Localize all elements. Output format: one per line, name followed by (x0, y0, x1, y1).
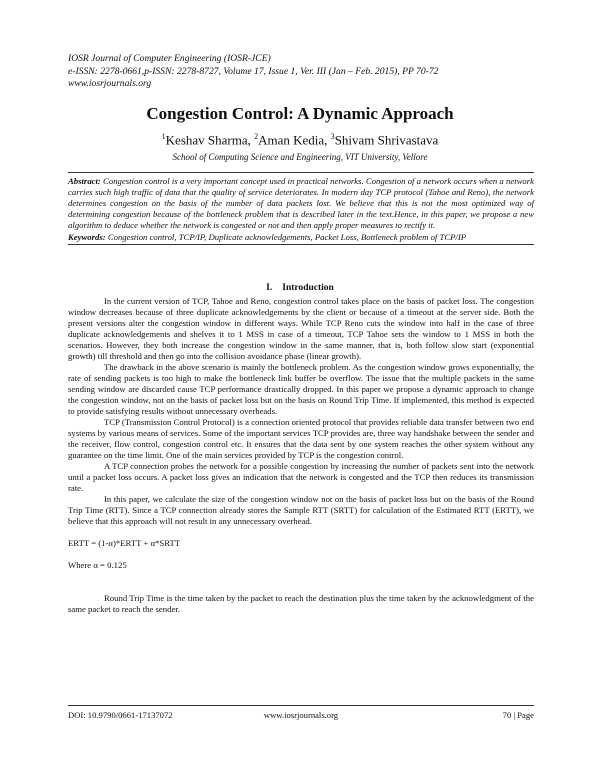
section-heading (0, 283, 600, 293)
journal-site: www.iosrjournals.org (68, 78, 152, 90)
paper-title: Congestion Control: A Dynamic Approach (146, 104, 454, 123)
section-title: Introduction (282, 283, 334, 293)
paragraph-2: The drawback in the above scenario is mainly the bottleneck problem. As the congestion window grows exponentially, the rate of sending packets is too high to make the bottleneck link buffer be overflow. The issue that the multiple packets in the same sending window are discarded cause TCP performance drastically dropped. In this paper we propose a dynamic approach to change the congestion window, not on the basis of packet loss but on the basis on Round Trip Time. If implemented, this method is expected to provide satisfying results without unnecessary overheads. (68, 362, 534, 416)
keywords-label: Keywords: (68, 231, 106, 242)
abstract-label: Abstract: (68, 176, 101, 186)
ertt-formula: ERTT = (1-α)*ERTT + α*SRTT (68, 538, 181, 548)
journal-name: IOSR Journal of Computer Engineering (IOSR-JCE) (68, 53, 271, 64)
footer-site: www.iosrjournals.org (263, 710, 339, 720)
author-3-sup: 3 (330, 132, 335, 141)
footer-doi: DOI: 10.9790/0661-17137072 (68, 710, 173, 720)
alpha-value: Where α = 0.125 (68, 560, 127, 570)
section-number: I. (266, 283, 273, 293)
footer-page-number: 70 | Page (502, 710, 534, 720)
paragraph-1: In the current version of TCP, Tahoe and Reno, congestion control takes place on the basis of packet loss. The congestion window decreases because of three duplicate acknowledgements by the client or because of a timeout at the server side. Both the present versions alter the congestion window in different ways. While TCP Reno cuts the window into half in the case of three duplicate acknowledgements and shelves it to 1 MSS in case of a timeout, TCP Tahoe sets the window to 1 MSS in both the scenarios. However, they both increase the congestion window in the same manner, that is, both follow slow start (exponential growth) till threshold and then go into the collision avoidance phase (linear growth). (68, 296, 534, 361)
journal-issn: e-ISSN: 2278-0661,p-ISSN: 2278-8727, Volume 17, Issue 1, Ver. III (Jan – Feb. 2015), PP 70-72 (68, 65, 439, 77)
paragraph-3: TCP (Transmission Control Protocol) is a connection oriented protocol that provides reliable data transfer between two end systems by various means of services. Some of the important services TCP provides are, three way handshake between the sender and the receiver, flow control, congestion control etc. It ensures that the data sent by one system reaches the other system without any guarantee on the time limit. One of the main services provided by TCP is the congestion control. (68, 417, 534, 460)
author-1-sup: 1 (161, 132, 166, 141)
paragraph-6: Round Trip Time is the time taken by the packet to reach the destination plus the time taken by the acknowledgment of the same packet to reach the sender. (68, 593, 534, 614)
author-list (0, 132, 600, 148)
abstract-paragraph (68, 176, 534, 231)
author-2: Aman Kedia, (258, 132, 331, 148)
author-3: Shivam Shrivastava (334, 132, 439, 148)
page-footer (68, 705, 534, 720)
journal-header (68, 53, 438, 91)
affiliation: School of Computing Science and Engineering, VIT University, Vellore (172, 152, 428, 162)
paragraph-4: A TCP connection probes the network for a possible congestion by increasing the number of packets sent into the network until a packet loss occurs. A packet loss gives an indication that the network is congested and the TCP then reduces its transmission rate. (68, 461, 534, 493)
body-text (68, 296, 534, 615)
paragraph-5: In this paper, we calculate the size of the congestion window not on the basis of packet loss but on the basis of the Round Trip Time (RTT). Since a TCP connection already stores the Sample RTT (SRTT) for calculation of the Estimated RTT (ERTT), we believe that this approach will not result in any unnecessary overhead. (68, 494, 534, 526)
abstract-box (68, 172, 534, 245)
author-2-sup: 2 (254, 132, 259, 141)
author-1: Keshav Sharma, (165, 132, 255, 148)
abstract-text: Congestion control is a very important concept used in practical networks. Congestion of a network occurs when a network carries such high traffic of data that the quality of service deteriorates. In modern day TCP protocol (Tahoe and Reno), the network determines congestion on the basis of the number of data packets lost. We believe that this is not the most optimized way of determining congestion because of the bottleneck problem that is described later in the text.Hence, in this paper, we propose a new algorithm to deduce whether the network is congested or not and then apply proper measures to rectify it. (68, 176, 534, 230)
keywords-text: Congestion control, TCP/IP, Duplicate acknowledgements, Packet Loss, Bottleneck problem of TCP/IP (105, 231, 467, 242)
keywords-paragraph (68, 232, 534, 243)
